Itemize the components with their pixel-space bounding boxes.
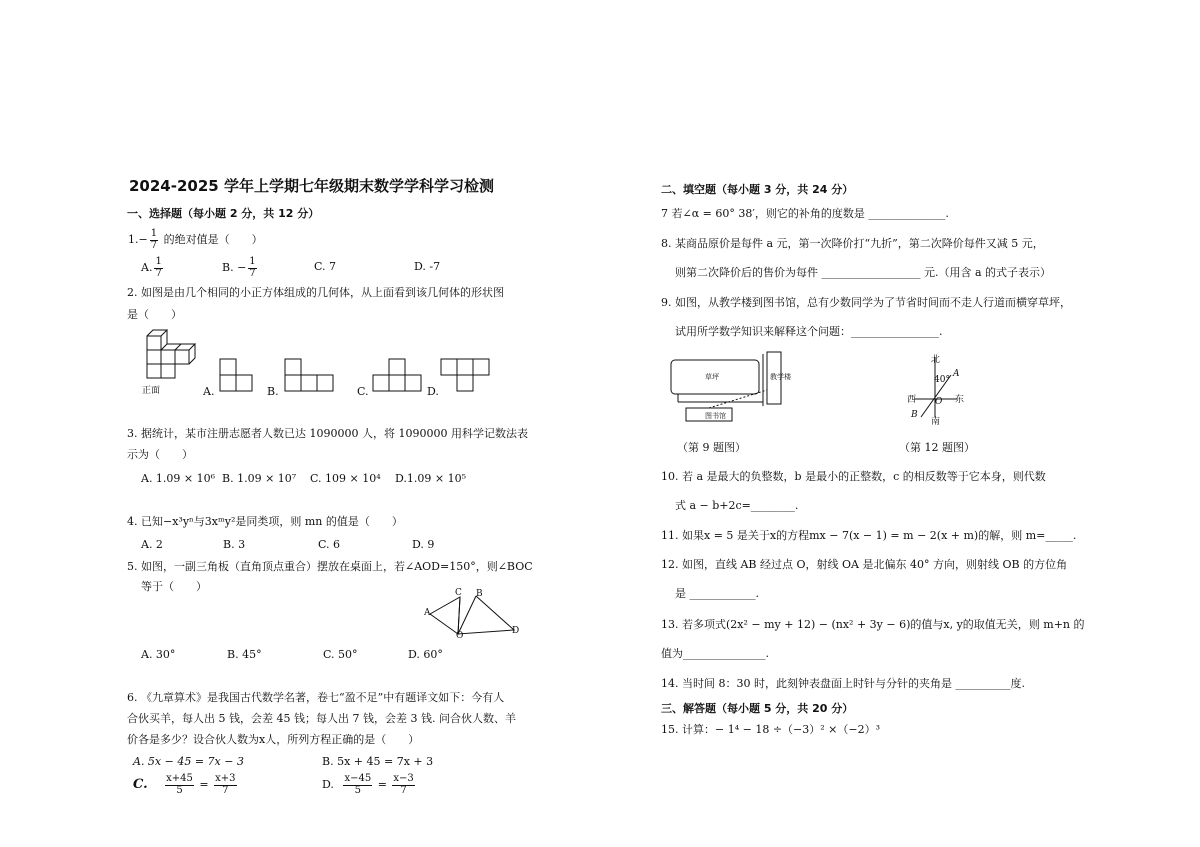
west-label: 西 <box>907 395 917 405</box>
question-2-stem: 2. 如图是由几个相同的小正方体组成的几何体，从上面看到该几何体的形状图 <box>127 286 504 299</box>
north-label: 北 <box>931 355 941 365</box>
question-7: 7 若∠α = 60° 38′，则它的补角的度数是 ______________. <box>661 207 949 220</box>
cube-solid-figure <box>135 328 210 384</box>
question-3-stem-cont: 示为（ ） <box>127 448 193 461</box>
campus-map-figure <box>668 350 788 425</box>
triangle-set-figure <box>428 592 518 637</box>
front-label: 正面 <box>142 386 161 396</box>
option-6d[interactable]: D. $\frac{x-45}{5}$ = $\frac{x-3}{7}$ <box>322 773 414 796</box>
figure-9-caption: （第 9 题图） <box>677 441 746 454</box>
option-4a[interactable]: A. 2 <box>141 538 163 551</box>
option-2b-figure[interactable] <box>284 358 338 394</box>
option-2a-figure[interactable] <box>219 358 255 394</box>
option-1c[interactable]: C. 7 <box>314 260 337 273</box>
option-3c[interactable]: C. 109 × 10⁴ <box>310 472 381 485</box>
library-label: 图书馆 <box>705 412 726 420</box>
option-1a[interactable]: A. $\frac{1}{7}$ <box>141 256 162 279</box>
page-title: 2024-2025 学年上学期七年级期末数学学科学习检测 <box>129 177 494 195</box>
option-4d[interactable]: D. 9 <box>412 538 435 551</box>
question-10-line2: 式 a − b+2c=________. <box>675 499 799 512</box>
south-label: 南 <box>931 417 941 427</box>
question-1-stem: 1.− $\frac{1}{7}$ 的绝对值是（ ） <box>128 228 263 251</box>
question-9-line2: 试用所学数学知识来解释这个问题：________________. <box>675 325 943 338</box>
point-c-label: C <box>455 588 462 598</box>
lawn-label: 草坪 <box>705 373 719 381</box>
question-6-stem-cont2: 价各是多少？设合伙人数为x人，所列方程正确的是（ ） <box>127 733 420 746</box>
option-2c-figure[interactable] <box>372 358 426 394</box>
point-a-label: A <box>424 608 431 618</box>
option-6b[interactable]: B. 5x + 45 = 7x + 3 <box>322 755 434 768</box>
option-4c[interactable]: C. 6 <box>318 538 341 551</box>
option-5b[interactable]: B. 45° <box>227 648 262 661</box>
option-5d[interactable]: D. 60° <box>408 648 443 661</box>
section-2-heading: 二、填空题（每小题 3 分，共 24 分） <box>661 183 854 196</box>
fraction: $\frac{1}{7}$ <box>150 228 158 251</box>
question-13-line2: 值为_______________. <box>661 647 769 660</box>
option-2d-figure[interactable] <box>440 358 494 394</box>
question-5-stem-cont: 等于（ ） <box>141 580 207 593</box>
east-label: 东 <box>955 395 965 405</box>
question-6-stem: 6. 《九章算术》是我国古代数学名著，卷七“盈不足”中有题译文如下：今有人 <box>127 691 505 704</box>
question-3-stem: 3. 据统计，某市注册志愿者人数已达 1090000 人，将 1090000 用科学记数法表 <box>127 427 528 440</box>
question-8-line1: 8. 某商品原价是每件 a 元，第一次降价打“九折”，第二次降价每件又减 5 元， <box>661 237 1044 250</box>
option-3a[interactable]: A. 1.09 × 10⁶ <box>141 472 216 485</box>
question-4-stem: 4. 已知−x³yⁿ与3xᵐy²是同类项，则 mn 的值是（ ） <box>127 515 403 528</box>
question-5-stem: 5. 如图，一副三角板（直角顶点重合）摆放在桌面上，若∠AOD=150°，则∠BOC <box>127 560 533 573</box>
option-3b[interactable]: B. 1.09 × 10⁷ <box>222 472 297 485</box>
point-d-label: D <box>512 626 520 636</box>
option-5a[interactable]: A. 30° <box>141 648 176 661</box>
option-5c[interactable]: C. 50° <box>323 648 358 661</box>
question-11: 11. 如果x = 5 是关于x的方程mx − 7(x − 1) = m − 2(x + m)的解，则 m=_____. <box>661 529 1077 542</box>
option-2c-label[interactable]: C. <box>357 385 369 398</box>
question-2-stem-cont: 是（ ） <box>127 308 182 321</box>
figure-12-caption: （第 12 题图） <box>899 441 975 454</box>
question-12-line2: 是 ____________. <box>675 587 759 600</box>
question-12-line1: 12. 如图，直线 AB 经过点 O，射线 OA 是北偏东 40° 方向，则射线 OB 的方位角 <box>661 558 1068 571</box>
option-1d[interactable]: D. -7 <box>414 260 441 273</box>
question-15: 15. 计算：− 1⁴ − 18 ÷（−3）² ×（−2）³ <box>661 723 880 736</box>
question-10-line1: 10. 若 a 是最大的负整数，b 是最小的正整数，c 的相反数等于它本身，则代数 <box>661 470 1046 483</box>
option-2a-label[interactable]: A. <box>203 385 215 398</box>
point-a-label: A <box>953 369 960 379</box>
question-8-line2: 则第二次降价后的售价为每件 __________________ 元.（用含 a 的式子表示） <box>675 266 1052 279</box>
question-14: 14. 当时间 8：30 时，此刻钟表盘面上时针与分针的夹角是 __________度. <box>661 677 1025 690</box>
question-13-line1: 13. 若多项式(2x² − my + 12) − (nx² + 3y − 6)的值与x, y的取值无关，则 m+n 的 <box>661 618 1085 631</box>
option-6c[interactable]: C. $\frac{x+45}{5}$ = $\frac{x+3}{7}$ <box>133 773 236 796</box>
point-o-label: O <box>456 631 464 641</box>
option-3d[interactable]: D.1.09 × 10⁵ <box>395 472 467 485</box>
option-2d-label[interactable]: D. <box>427 385 439 398</box>
question-6-stem-cont1: 合伙买羊，每人出 5 钱，会差 45 钱；每人出 7 钱，会差 3 钱. 问合伙人数、羊 <box>127 712 516 725</box>
option-1b[interactable]: B. − $\frac{1}{7}$ <box>222 256 256 279</box>
teaching-building-label: 教学楼 <box>770 373 791 381</box>
point-b-label: B <box>476 589 483 599</box>
angle-40-label: 40° <box>934 375 950 385</box>
option-6a[interactable]: A. 5x − 45 = 7x − 3 <box>133 755 244 768</box>
question-9-line1: 9. 如图，从教学楼到图书馆，总有少数同学为了节省时间而不走人行道而横穿草坪， <box>661 296 1071 309</box>
section-1-heading: 一、选择题（每小题 2 分，共 12 分） <box>127 207 320 220</box>
point-b-label: B <box>911 410 918 420</box>
option-4b[interactable]: B. 3 <box>223 538 246 551</box>
option-2b-label[interactable]: B. <box>267 385 279 398</box>
point-o-label: O <box>935 397 943 407</box>
section-3-heading: 三、解答题（每小题 5 分，共 20 分） <box>661 702 854 715</box>
